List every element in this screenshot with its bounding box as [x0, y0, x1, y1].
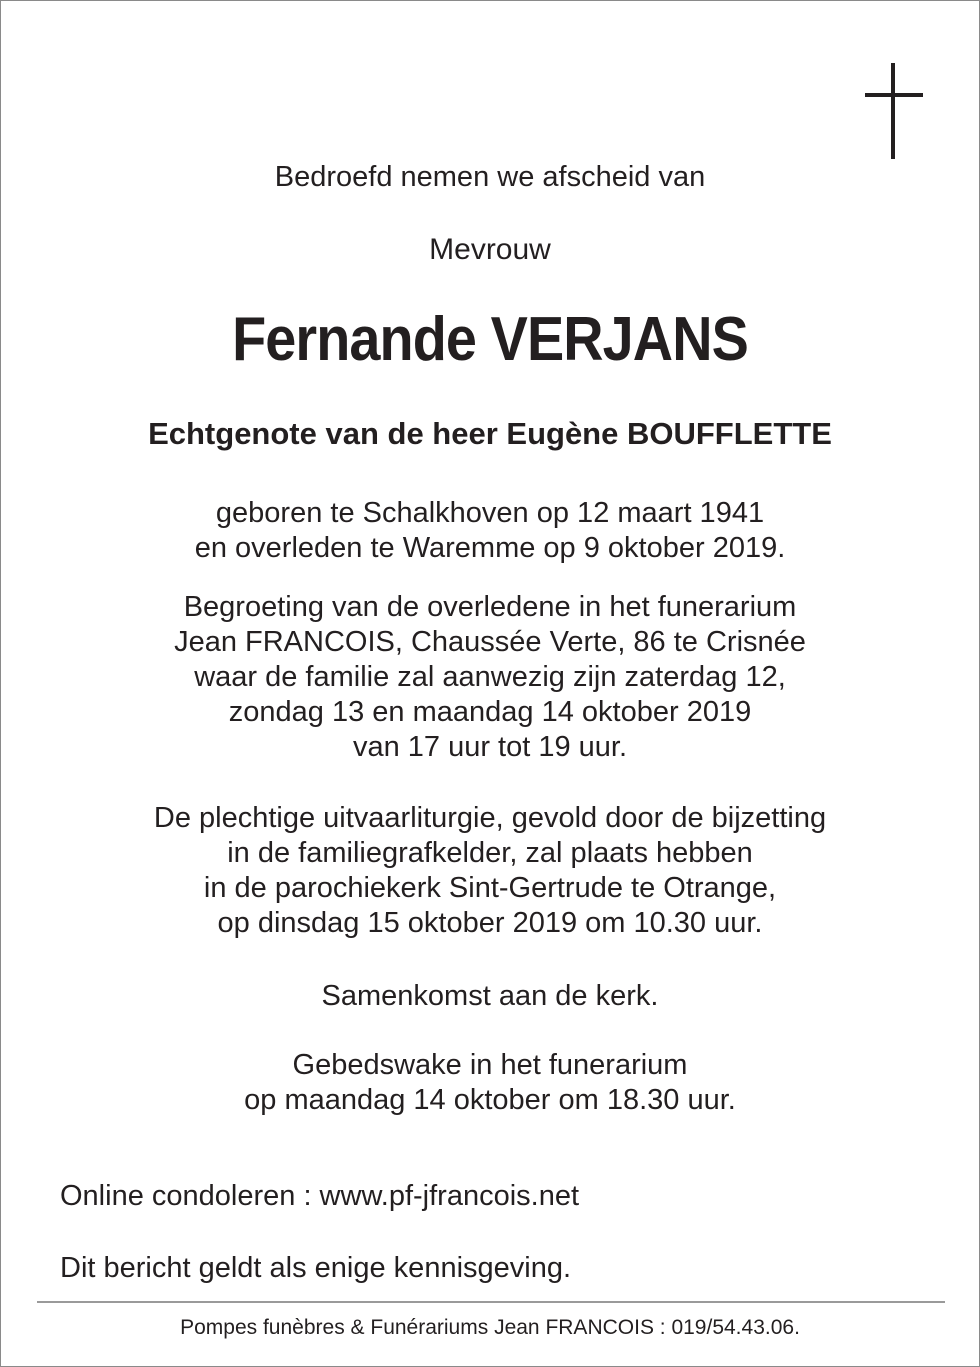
birth-death-block: [1, 496, 979, 566]
viewing-line-3: waar de familie zal aanwezig zijn zaterdag 12,: [194, 661, 786, 693]
viewing-line-4: zondag 13 en maandag 14 oktober 2019: [228, 696, 752, 728]
meeting-text: Samenkomst aan de kerk.: [321, 980, 659, 1012]
viewing-line-2: Jean FRANCOIS, Chaussée Verte, 86 te Crisnée: [174, 626, 806, 658]
deceased-name: Fernande VERJANS: [232, 305, 748, 374]
birth-line: geboren te Schalkhoven op 12 maart 1941: [215, 497, 765, 529]
spouse-line: Echtgenote van de heer Eugène BOUFFLETTE: [148, 416, 832, 451]
wake-block: [1, 1048, 979, 1118]
liturgy-line-1: De plechtige uitvaarliturgie, gevold door de bijzetting: [153, 802, 827, 834]
liturgy-block: [1, 801, 979, 941]
footer-text: Pompes funèbres & Funérariums Jean FRANCOIS : 019/54.43.06.: [180, 1316, 800, 1339]
cross-vertical-bar: [891, 63, 895, 159]
wake-line-1: Gebedswake in het funerarium: [292, 1049, 688, 1081]
cross-icon: [865, 63, 923, 161]
cross-horizontal-bar: [865, 93, 923, 97]
online-condolence: Online condoleren : www.pf-jfrancois.net: [60, 1180, 580, 1212]
honorific-title: Mevrouw: [429, 233, 551, 266]
death-line: en overleden te Waremme op 9 oktober 2019.: [194, 532, 786, 564]
viewing-line-1: Begroeting van de overledene in het funerarium: [183, 591, 797, 623]
liturgy-line-4: op dinsdag 15 oktober 2019 om 10.30 uur.: [217, 907, 763, 939]
liturgy-line-3: in de parochiekerk Sint-Gertrude te Otrange,: [203, 872, 777, 904]
notice-text: Dit bericht geldt als enige kennisgeving.: [60, 1252, 572, 1284]
liturgy-line-2: in de familiegrafkelder, zal plaats hebben: [227, 837, 753, 869]
viewing-line-5: van 17 uur tot 19 uur.: [352, 731, 628, 763]
intro-text: Bedroefd nemen we afscheid van: [274, 161, 706, 193]
viewing-block: [1, 590, 979, 765]
wake-line-2: op maandag 14 oktober om 18.30 uur.: [244, 1084, 736, 1116]
footer-divider: [37, 1301, 945, 1303]
